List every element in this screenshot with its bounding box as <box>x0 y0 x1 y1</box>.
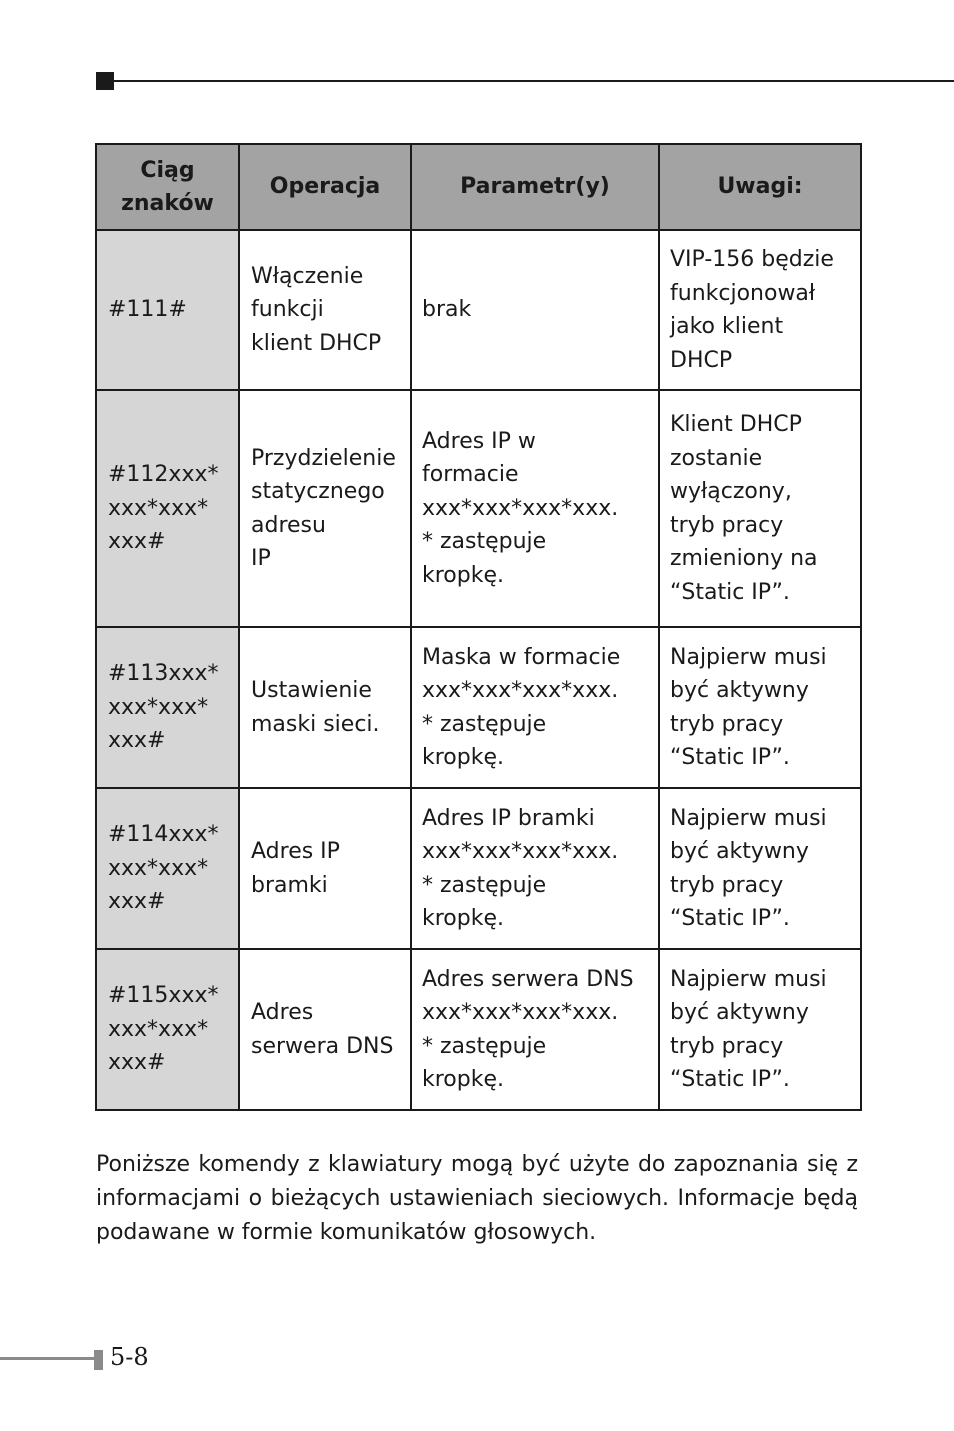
cell-notes: Najpierw musi być aktywny tryb pracy “Static IP”. <box>659 627 861 788</box>
cell-code: #113xxx* xxx*xxx* xxx# <box>96 627 239 788</box>
cell-parameters: brak <box>411 230 659 390</box>
cell-parameters: Adres IP w formacie xxx*xxx*xxx*xxx. * zastępuje kropkę. <box>411 390 659 627</box>
header-code: Ciąg znaków <box>96 144 239 230</box>
cell-operation: Włączenie funkcji klient DHCP <box>239 230 411 390</box>
header-notes: Uwagi: <box>659 144 861 230</box>
cell-code: #111# <box>96 230 239 390</box>
table-row <box>96 788 861 949</box>
cell-notes: Najpierw musi być aktywny tryb pracy “Static IP”. <box>659 788 861 949</box>
table-row <box>96 390 861 627</box>
cell-operation: Adres serwera DNS <box>239 949 411 1110</box>
cell-code: #112xxx* xxx*xxx* xxx# <box>96 390 239 627</box>
cell-parameters: Adres serwera DNS xxx*xxx*xxx*xxx. * zastępuje kropkę. <box>411 949 659 1110</box>
cell-operation: Przydzielenie statycznego adresu IP <box>239 390 411 627</box>
footer-rule <box>0 1357 94 1360</box>
cell-parameters: Adres IP bramki xxx*xxx*xxx*xxx. * zastępuje kropkę. <box>411 788 659 949</box>
table-row <box>96 949 861 1110</box>
cell-notes: Klient DHCP zostanie wyłączony, tryb pracy zmieniony na “Static IP”. <box>659 390 861 627</box>
header-parameters: Parametr(y) <box>411 144 659 230</box>
table-header-row <box>96 144 861 230</box>
cell-code: #114xxx* xxx*xxx* xxx# <box>96 788 239 949</box>
table-row <box>96 230 861 390</box>
cell-notes: Najpierw musi być aktywny tryb pracy “Static IP”. <box>659 949 861 1110</box>
body-paragraph: Poniższe komendy z klawiatury mogą być użyte do zapoznania się z informacjami o bieżących ustawieniach sieciowych. Informacje będą podawane w formie komunikatów głosowych. <box>96 1152 858 1245</box>
header-rule <box>114 80 954 82</box>
command-table <box>95 143 862 1111</box>
cell-notes: VIP-156 będzie funkcjonował jako klient DHCP <box>659 230 861 390</box>
header-marker-square <box>96 72 114 90</box>
header-operation: Operacja <box>239 144 411 230</box>
cell-operation: Adres IP bramki <box>239 788 411 949</box>
cell-parameters: Maska w formacie xxx*xxx*xxx*xxx. * zastępuje kropkę. <box>411 627 659 788</box>
cell-operation: Ustawienie maski sieci. <box>239 627 411 788</box>
table-row <box>96 627 861 788</box>
footer-marker-bar <box>94 1350 103 1370</box>
page-number: 5-8 <box>110 1343 149 1371</box>
cell-code: #115xxx* xxx*xxx* xxx# <box>96 949 239 1110</box>
